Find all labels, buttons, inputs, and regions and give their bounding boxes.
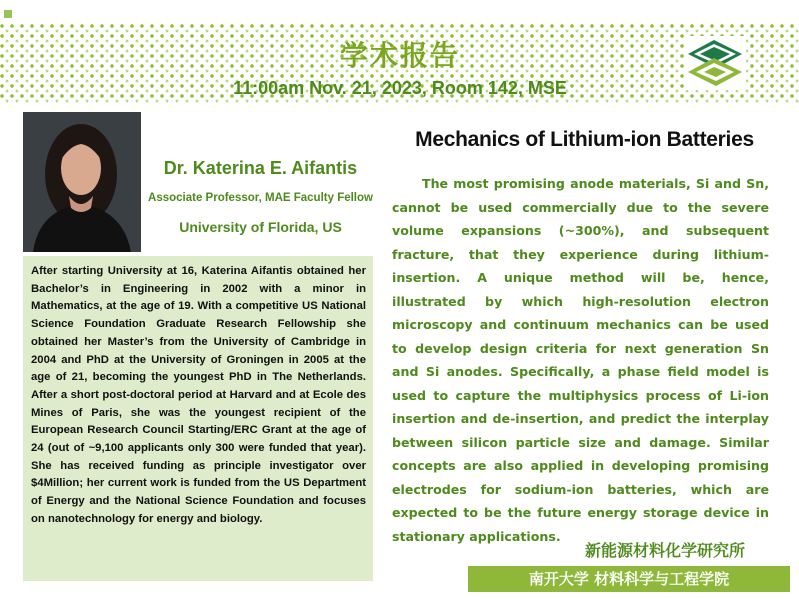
speaker-bio: After starting University at 16, Katerina Aifantis obtained her Bachelor’s in Engineering in 2002 with a minor in Mathematics, at the age of 19. With a competitive US National Science Foundation Graduate Research Fellowship she obtained her Master’s from the University of Cambridge in 2004 and PhD at the University of Groningen in 2005 at the age of 21, becoming the youngest PhD in The Netherlands. After a short post-doctoral period at Harvard and at Ecole des Mines of Paris, she was the youngest recipient of the European Research Council Starting/ERC Grant at the age of 24 (out of ~9,100 applicants only 300 were funded that year). She has received funding as principle investigator over $4Million; her current work is funded from the US Department of Energy and the National Science Foundation and focuses on nanotechnology for energy and biology. — [31, 265, 366, 525]
institute-logo-icon — [684, 36, 746, 90]
page-title: 学术报告 — [339, 39, 460, 72]
talk-abstract: The most promising anode materials, Si and Sn, cannot be used commercially due to the severe volume expansions (~300%), and subsequent fracture, that they experience during lithium-insertion. A unique method will be, hence, illustrated by which high-resolution electron microscopy and continuum mechanics can be used to develop design criteria for next generation Sn and Si anodes. Specifically, a phase field model is used to capture the multiphysics process of Li-ion insertion and de-insertion, and predict the interplay between silicon particle size and damage. Similar concepts are also applied in developing promising electrodes for sodium-ion batteries, which are expected to be the future energy storage device in stationary applications. — [392, 176, 769, 544]
speaker-name: Dr. Katerina E. Aifantis — [163, 158, 358, 178]
university-banner: 南开大学 材料科学与工程学院 — [468, 566, 790, 592]
speaker-affiliation: University of Florida, US — [179, 219, 342, 235]
speaker-photo — [23, 112, 141, 252]
speaker-portrait-icon — [23, 112, 141, 252]
corner-marker — [4, 10, 12, 18]
event-time-location: 11:00am Nov. 21, 2023, Room 142, MSE — [233, 78, 567, 98]
speaker-bio-box — [23, 256, 373, 581]
talk-title: Mechanics of Lithium-ion Batteries — [415, 128, 754, 151]
speaker-title: Associate Professor, MAE Faculty Fellow — [148, 192, 373, 204]
institute-name: 新能源材料化学研究所 — [584, 541, 745, 560]
